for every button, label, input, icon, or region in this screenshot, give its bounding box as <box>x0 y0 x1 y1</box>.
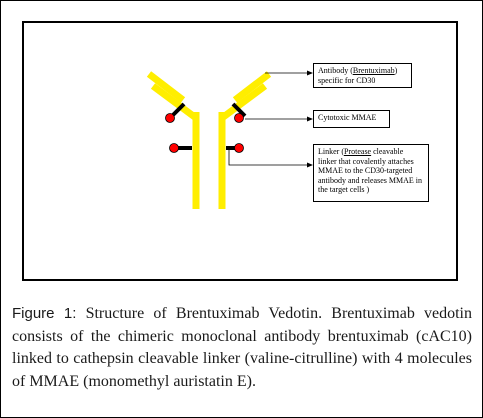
antibody-label-suffix: ) <box>394 66 398 75</box>
figure-caption-text: Structure of Brentuximab Vedotin. Brentuximab vedotin consists of the chimeric monoclonal antibody brentuximab (cAC10) linked to cathepsin cleavable linker (valine-citrulline) with 4 molecules of MMAE (monomethyl auristatin E). <box>12 305 473 390</box>
drug-label-text: Cytotoxic MMAE <box>318 113 377 122</box>
mmae-lower-left <box>170 144 179 153</box>
linker-label-protease: Protease <box>344 147 372 156</box>
antibody-structure <box>149 74 269 209</box>
linker-label-line4: antibody and releases MMAE in <box>318 175 422 185</box>
linker-label <box>313 144 429 202</box>
linker-label-line5: the target cells ) <box>318 185 370 194</box>
drug-label <box>313 110 390 128</box>
figure-caption-label: Figure 1: <box>12 305 77 322</box>
linker-label-line2: linker that covalently attaches <box>318 156 414 166</box>
antibody-label-name: Brentuximab <box>352 66 395 75</box>
antibody-label-prefix: Antibody ( <box>318 66 353 75</box>
mmae-lower-right <box>235 144 244 153</box>
mmae-upper-left <box>166 114 175 123</box>
linker-label-line1: cleavable <box>371 147 404 156</box>
antibody-label <box>313 63 412 88</box>
linker-label-line3: MMAE to the CD30-targeted <box>318 166 413 175</box>
antibody-label-target: specific for CD30 <box>318 75 376 85</box>
linker-label-prefix: Linker ( <box>318 147 344 156</box>
mmae-upper-right <box>235 114 244 123</box>
figure-caption <box>12 303 472 393</box>
